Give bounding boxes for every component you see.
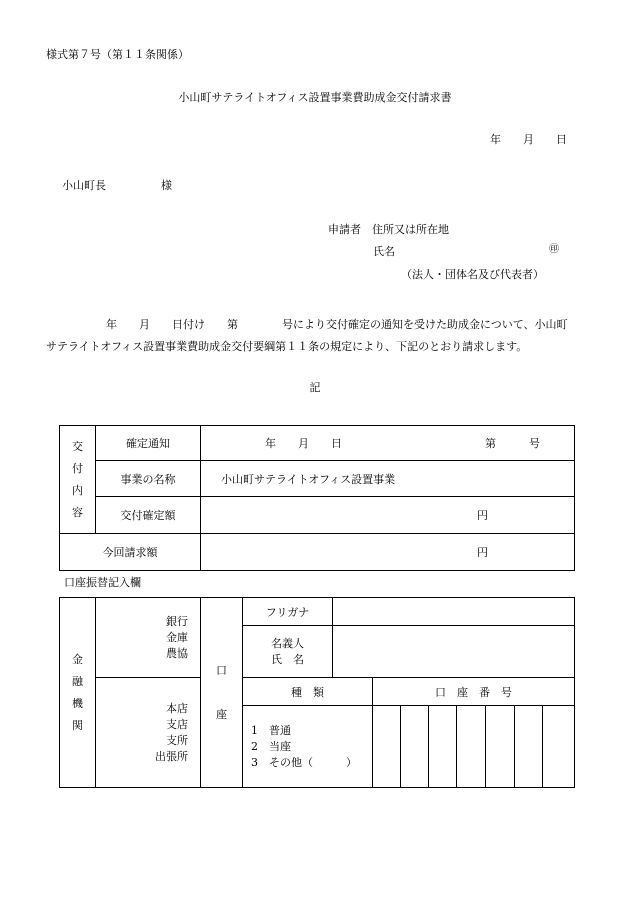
request-body-text: 年 月 日付け 第 号により交付確定の通知を受けた助成金について、小山町サテライトオフィス設置事業費助成金交付要綱第１１条の規定により、下記のとおり請求します。 — [46, 318, 568, 353]
form-number: 様式第７号（第１１条関係） — [46, 48, 189, 61]
confirm-notice-number: 第 号 — [485, 437, 540, 450]
grant-side-label — [60, 426, 96, 534]
branch-type: 本店 — [166, 701, 188, 715]
holder-line: 氏 名 — [271, 652, 304, 666]
bank-type-cell[interactable] — [96, 598, 201, 678]
kind-option: 2 当座 — [251, 739, 291, 753]
applicant-address-label: 申請者 住所又は所在地 — [328, 223, 449, 236]
side-char: 内 — [72, 483, 83, 497]
side-char: 金 — [72, 652, 83, 666]
side-char: 付 — [72, 461, 83, 475]
account-digit-box[interactable] — [486, 706, 515, 788]
applicant-name-label: 氏名 — [373, 245, 395, 258]
side-char: 容 — [72, 505, 83, 519]
institution-side-label — [60, 598, 96, 788]
branch-type: 出張所 — [155, 749, 188, 763]
side-char: 座 — [216, 707, 227, 721]
side-char: 口 — [216, 663, 227, 677]
account-digit-box[interactable] — [457, 706, 486, 788]
addressee: 小山町長 様 — [62, 179, 172, 192]
kind-option: 1 普通 — [251, 723, 291, 737]
confirm-notice-date: 年 月 日 — [265, 437, 342, 450]
side-char: 関 — [72, 718, 83, 732]
yen-unit: 円 — [477, 509, 488, 522]
furigana-field[interactable] — [333, 598, 575, 626]
confirm-notice-label: 確定通知 — [96, 426, 201, 461]
side-char: 融 — [72, 674, 83, 688]
yen-unit: 円 — [477, 546, 488, 559]
seal-mark: ㊞ — [549, 244, 559, 255]
account-digit-box[interactable] — [429, 706, 457, 788]
branch-type: 支店 — [166, 717, 188, 731]
document-title: 小山町サテライトオフィス設置事業費助成金交付請求書 — [178, 91, 452, 104]
confirm-notice-cell[interactable] — [201, 426, 575, 461]
bank-type: 金庫 — [166, 630, 188, 644]
side-char: 機 — [72, 696, 83, 710]
holder-name-label — [243, 626, 333, 678]
bank-type: 農協 — [166, 646, 188, 660]
branch-type-cell[interactable] — [96, 678, 201, 788]
account-digit-box[interactable] — [401, 706, 429, 788]
confirmed-amount-label: 交付確定額 — [96, 497, 201, 534]
account-side-label — [201, 598, 243, 788]
furigana-label: フリガナ — [243, 598, 333, 626]
kind-option: 3 その他（ ） — [251, 755, 357, 769]
holder-line: 名義人 — [271, 636, 304, 650]
account-kind-options[interactable] — [243, 706, 373, 788]
project-name-value: 小山町サテライトオフィス設置事業 — [201, 461, 575, 497]
ki-heading: 記 — [309, 381, 321, 394]
side-char: 交 — [72, 439, 83, 453]
confirmed-amount-cell[interactable] — [201, 497, 575, 534]
account-number-header: 口 座 番 号 — [373, 678, 575, 706]
project-name-label: 事業の名称 — [96, 461, 201, 497]
request-date: 年 月 日 — [490, 133, 567, 146]
grant-details-table — [59, 425, 575, 571]
request-amount-label: 今回請求額 — [60, 534, 201, 571]
corporation-note: （法人・団体名及び代表者） — [401, 268, 544, 281]
bank-account-table — [59, 597, 575, 788]
account-kind-header: 種 類 — [243, 678, 373, 706]
account-digit-box[interactable] — [543, 706, 575, 788]
request-amount-cell[interactable] — [201, 534, 575, 571]
bank-type: 銀行 — [166, 614, 188, 628]
account-section-heading: 口座振替記入欄 — [64, 576, 141, 589]
account-digit-box[interactable] — [373, 706, 401, 788]
holder-name-field[interactable] — [333, 626, 575, 678]
branch-type: 支所 — [166, 733, 188, 747]
account-digit-box[interactable] — [515, 706, 543, 788]
